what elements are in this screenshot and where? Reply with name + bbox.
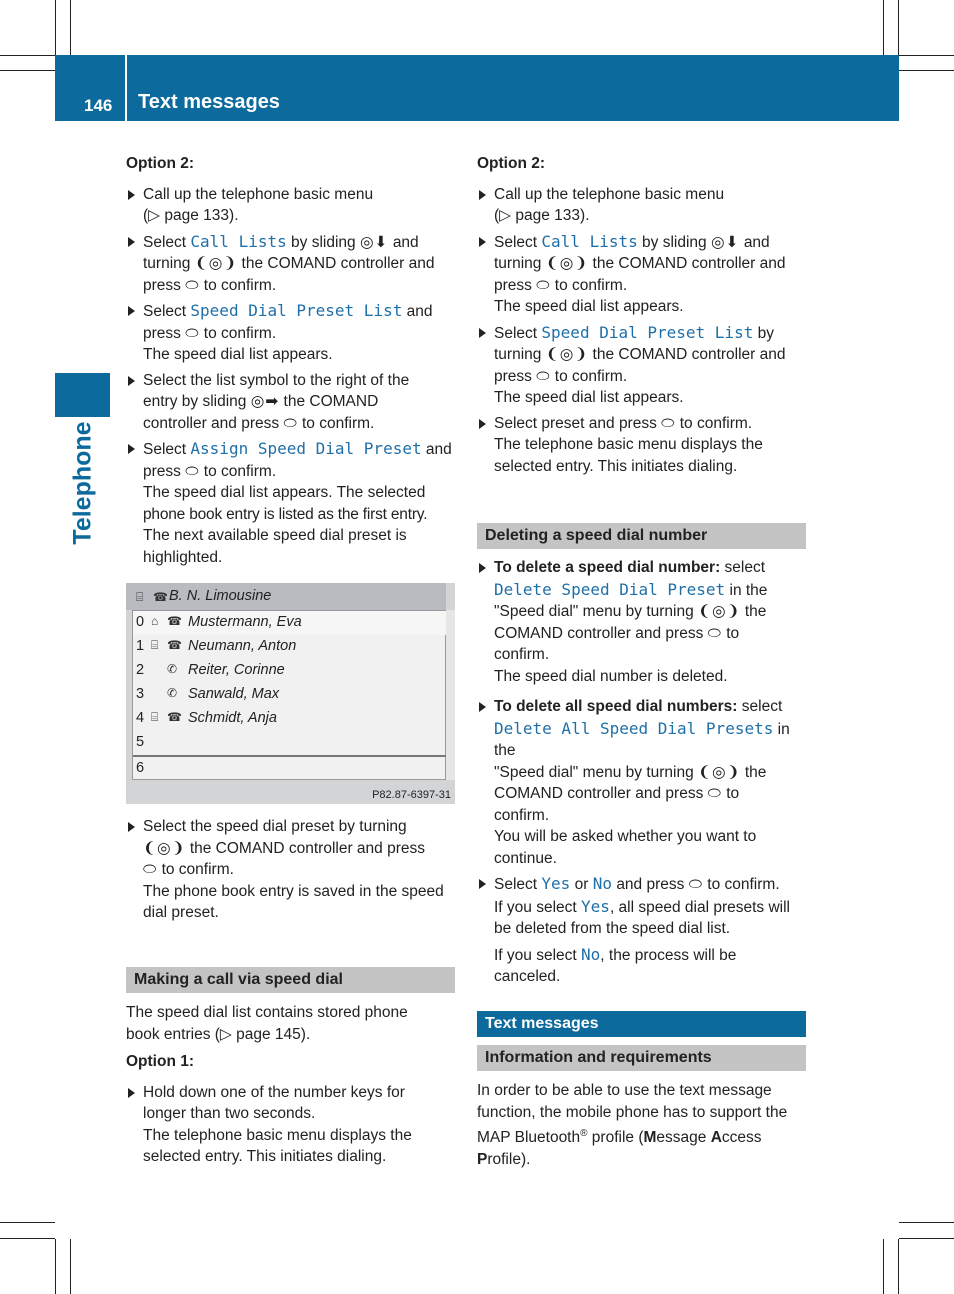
section-heading-call-speed-dial: Making a call via speed dial [126, 967, 455, 993]
image-code: P82.87-6397-31 [372, 789, 451, 801]
step-text: press [143, 324, 181, 342]
body-text: In order to be able to use the text message [477, 1082, 772, 1099]
step-lead: To delete all speed dial numbers: [494, 698, 738, 715]
preset-number: 2 [136, 662, 145, 678]
slide-right-icon: ◎➡ [250, 393, 280, 410]
home-icon: ⌂ [151, 614, 159, 628]
phone-icon: ☎ [153, 590, 168, 604]
step-call-basic-menu [477, 184, 809, 227]
press-controller-icon: ⬭ [283, 414, 298, 432]
scrollbar [446, 610, 455, 780]
crop-mark [883, 0, 884, 55]
step-select-call-lists [477, 231, 809, 318]
speed-dial-list [132, 610, 446, 780]
option-1-heading: Option 1: [126, 1053, 195, 1070]
list-item [133, 755, 447, 781]
crop-mark [55, 0, 56, 55]
section-heading-text-messages: Text messages [477, 1011, 806, 1037]
option-no: No [592, 874, 612, 893]
press-controller-icon: ⬭ [185, 276, 200, 294]
step-text: or [574, 876, 589, 893]
press-controller-icon: ⬭ [688, 876, 703, 893]
press-controller-icon: ⬭ [707, 624, 722, 642]
page-reference: (▷ page 133). [494, 207, 590, 224]
list-item [133, 611, 447, 635]
crop-mark [898, 0, 899, 55]
turn-controller-icon: ❨◎❩ [698, 763, 741, 781]
step-delete-all [477, 696, 809, 869]
step-result: The telephone basic menu displays the [143, 1126, 412, 1144]
crop-mark [899, 70, 954, 71]
step-select-call-lists [126, 231, 458, 297]
option-no: No [581, 944, 601, 964]
step-result: The phone book entry is saved in the speed [143, 882, 444, 900]
body-text: function, the mobile phone has to support the [477, 1103, 788, 1121]
step-text: and press [616, 876, 685, 893]
section-heading-delete-speed-dial: Deleting a speed dial number [477, 523, 806, 549]
page-number: 146 [84, 96, 113, 115]
crop-mark [898, 1239, 899, 1294]
screen-header [126, 583, 446, 610]
step-text: in the [494, 720, 790, 759]
step-text: Select [143, 233, 187, 251]
crop-mark [70, 0, 71, 55]
step-text: the [744, 603, 767, 620]
step-text: turning [143, 255, 191, 272]
menu-item-assign-speed-dial-preset: Assign Speed Dial Preset [190, 439, 422, 458]
step-text: COMAND controller and press [494, 624, 704, 642]
list-item [133, 635, 447, 659]
turn-controller-icon: ❨◎❩ [545, 255, 589, 272]
step-result: You will be asked whether you want to [494, 828, 757, 845]
slide-down-icon: ◎⬇ [359, 233, 389, 251]
step-text: the COMAND controller and press [189, 839, 425, 857]
phonebook-icon: ⌸ [151, 638, 159, 652]
step-text: Select [143, 441, 187, 458]
step-text: , all speed dial presets will [609, 898, 790, 916]
turn-controller-icon: ❨◎❩ [143, 839, 186, 857]
step-text: the [744, 763, 767, 781]
step-text: to confirm. [554, 367, 628, 385]
menu-item-call-lists: Call Lists [541, 231, 638, 251]
step-text: by sliding [642, 233, 707, 251]
acronym-letter: P [477, 1150, 488, 1168]
step-text: to confirm. [679, 414, 753, 432]
step-result: The telephone basic menu displays the [494, 436, 763, 453]
contact-name: Neumann, Anton [188, 638, 297, 654]
step-text: If you select [494, 898, 577, 916]
step-result: selected entry. This initiates dialing. [494, 457, 738, 475]
option-yes: Yes [541, 874, 571, 893]
step-text: by sliding [291, 233, 356, 251]
press-controller-icon: ⬭ [185, 462, 200, 480]
crop-mark [0, 1238, 55, 1239]
step-text: to confirm. [203, 324, 277, 342]
contact-name: Schmidt, Anja [188, 710, 277, 726]
preset-number: 0 [136, 614, 145, 630]
left-column-call [126, 1002, 458, 1172]
step-text: "Speed dial" menu by turning [494, 603, 694, 620]
turn-controller-icon: ❨◎❩ [698, 603, 741, 620]
slide-down-icon: ◎⬇ [710, 233, 740, 251]
option-2-heading: Option 2: [126, 155, 195, 172]
step-text: Select the list symbol to the right of the [143, 371, 410, 389]
step-result: The speed dial list appears. [143, 346, 333, 363]
section-heading-information-requirements: Information and requirements [477, 1045, 806, 1071]
step-delete-one [477, 557, 809, 687]
step-text: COMAND controller and press [494, 785, 704, 802]
step-select-preset [477, 413, 809, 478]
step-select-assign-preset [126, 438, 458, 568]
step-text: by [757, 324, 775, 342]
step-result: The speed dial list appears. [494, 298, 684, 315]
mobile-phone-icon: ✆ [167, 686, 178, 700]
step-text: turning [494, 255, 542, 272]
list-item [133, 731, 447, 755]
left-column-lower [126, 816, 458, 928]
option-2-heading: Option 2: [477, 155, 546, 172]
mobile-phone-icon: ✆ [167, 662, 178, 676]
crop-mark [899, 1222, 954, 1223]
step-select-speed-dial-list [477, 322, 809, 409]
step-text: confirm. [494, 646, 550, 663]
step-text: press [143, 276, 181, 294]
phone-icon: ☎ [167, 614, 182, 628]
phonebook-icon: ⌸ [151, 710, 159, 724]
list-item [133, 707, 447, 731]
step-text: the COMAND [283, 393, 379, 410]
crop-mark [899, 1238, 954, 1239]
body-text: MAP Bluetooth [477, 1129, 581, 1147]
step-text: Hold down one of the number keys for [143, 1083, 405, 1101]
body-text: profile ( [587, 1129, 644, 1147]
step-hold-number-key [126, 1082, 458, 1168]
step-text: to confirm. [302, 414, 375, 432]
menu-item-speed-dial-preset-list: Speed Dial Preset List [190, 301, 403, 320]
step-text: and [406, 303, 433, 320]
option-yes: Yes [581, 896, 610, 916]
list-item [133, 659, 447, 683]
step-result: continue. [494, 849, 557, 867]
step-text: select [741, 698, 783, 715]
step-text: to confirm. [707, 876, 780, 893]
press-controller-icon: ⬭ [185, 324, 200, 342]
step-text: and [425, 441, 452, 458]
step-text: entry by sliding [143, 393, 247, 410]
step-text: to [726, 624, 740, 642]
step-text: to confirm. [161, 861, 234, 878]
step-text: and [743, 233, 770, 251]
step-select-preset-turning [126, 816, 458, 924]
step-result: phone book entry is listed as the first entry. [143, 505, 428, 523]
step-text: Select [494, 876, 538, 893]
step-text: the COMAND controller and [592, 346, 786, 363]
right-column [477, 153, 809, 481]
turn-controller-icon: ❨◎❩ [545, 346, 589, 363]
phonebook-icon: ⌸ [136, 590, 144, 604]
step-text: If you select [494, 946, 577, 964]
phone-icon: ☎ [167, 710, 182, 724]
step-select-speed-dial-list [126, 300, 458, 366]
menu-item-speed-dial-preset-list: Speed Dial Preset List [541, 322, 754, 342]
crop-mark [0, 1222, 55, 1223]
page-title: Text messages [138, 91, 280, 113]
menu-item-delete-speed-dial-preset: Delete Speed Dial Preset [494, 579, 726, 599]
step-result: The speed dial number is deleted. [494, 667, 728, 685]
step-call-basic-menu [126, 184, 458, 227]
step-text: , the process will be [600, 946, 737, 964]
registered-mark: ® [580, 1128, 588, 1139]
step-text: press [143, 462, 181, 480]
step-text: "Speed dial" menu by turning [494, 763, 694, 781]
step-result: highlighted. [143, 548, 223, 566]
press-controller-icon: ⬭ [536, 276, 551, 294]
contact-name: Reiter, Corinne [188, 662, 285, 678]
right-column-info [477, 1080, 812, 1170]
press-controller-icon: ⬭ [536, 367, 551, 385]
step-text: Select [494, 324, 538, 342]
step-text: Select preset and press [494, 414, 657, 432]
press-controller-icon: ⬭ [143, 861, 158, 878]
step-result: selected entry. This initiates dialing. [143, 1148, 387, 1165]
step-select-list-symbol [126, 370, 458, 435]
speed-dial-screen [126, 583, 455, 804]
body-text: book entries (▷ page 145). [126, 1025, 311, 1043]
acronym-letter: A [710, 1129, 722, 1147]
step-text: the COMAND controller and [241, 255, 435, 272]
preset-number: 5 [136, 734, 145, 750]
press-controller-icon: ⬭ [707, 785, 722, 802]
body-text: essage [656, 1129, 711, 1147]
step-text: Select the speed dial preset by turning [143, 818, 407, 835]
preset-number: 4 [136, 710, 145, 726]
press-controller-icon: ⬭ [661, 414, 676, 432]
turn-controller-icon: ❨◎❩ [194, 255, 238, 272]
crop-mark [0, 55, 55, 56]
step-result: The speed dial list appears. [494, 389, 684, 406]
step-text: Call up the telephone basic menu [143, 185, 374, 203]
body-text: ccess [721, 1129, 762, 1147]
step-result: The next available speed dial preset is [143, 527, 407, 544]
crop-mark [0, 70, 55, 71]
contact-name: Sanwald, Max [188, 686, 280, 702]
screen-header-name: B. N. Limousine [169, 588, 272, 604]
list-item [133, 683, 447, 707]
phone-icon: ☎ [167, 638, 182, 652]
menu-item-call-lists: Call Lists [190, 231, 287, 251]
step-text: longer than two seconds. [143, 1105, 316, 1122]
preset-number: 3 [136, 686, 145, 702]
step-result: The speed dial list appears. The selected [143, 484, 426, 501]
body-text: rofile). [487, 1150, 531, 1168]
crop-mark [883, 1239, 884, 1294]
step-text: press [494, 367, 532, 385]
step-text: and [392, 233, 419, 251]
right-column-delete [477, 557, 809, 992]
menu-item-delete-all-speed-dial-presets: Delete All Speed Dial Presets [494, 718, 774, 738]
body-text: The speed dial list contains stored phone [126, 1004, 408, 1021]
preset-number: 6 [136, 760, 145, 776]
step-text: Call up the telephone basic menu [494, 185, 725, 203]
header-divider [125, 55, 127, 121]
step-text: in the [729, 581, 768, 599]
step-text: to confirm. [554, 276, 628, 294]
step-text: select [724, 559, 766, 576]
step-text: to [726, 785, 740, 802]
step-text: Select [494, 233, 538, 251]
side-tab-label: Telephone [68, 421, 97, 545]
step-lead: To delete a speed dial number: [494, 559, 721, 576]
step-text: be deleted from the speed dial list. [494, 920, 731, 937]
step-result: dial preset. [143, 904, 219, 921]
crop-mark [899, 55, 954, 56]
step-select-yes-no [477, 873, 809, 988]
step-text: to confirm. [203, 462, 277, 480]
left-column [126, 153, 458, 572]
step-text: controller and press [143, 414, 280, 432]
page-reference: (▷ page 133). [143, 207, 239, 224]
step-text: press [494, 276, 532, 294]
step-text: the COMAND controller and [592, 255, 786, 272]
preset-number: 1 [136, 638, 145, 654]
step-text: canceled. [494, 968, 561, 985]
step-text: turning [494, 346, 542, 363]
crop-mark [55, 1239, 56, 1294]
side-tab-marker [55, 373, 110, 417]
crop-mark [70, 1239, 71, 1294]
contact-name: Mustermann, Eva [188, 614, 302, 630]
step-text: Select [143, 303, 187, 320]
step-text: to confirm. [203, 276, 277, 294]
step-text: confirm. [494, 806, 550, 824]
acronym-letter: M [643, 1129, 657, 1147]
